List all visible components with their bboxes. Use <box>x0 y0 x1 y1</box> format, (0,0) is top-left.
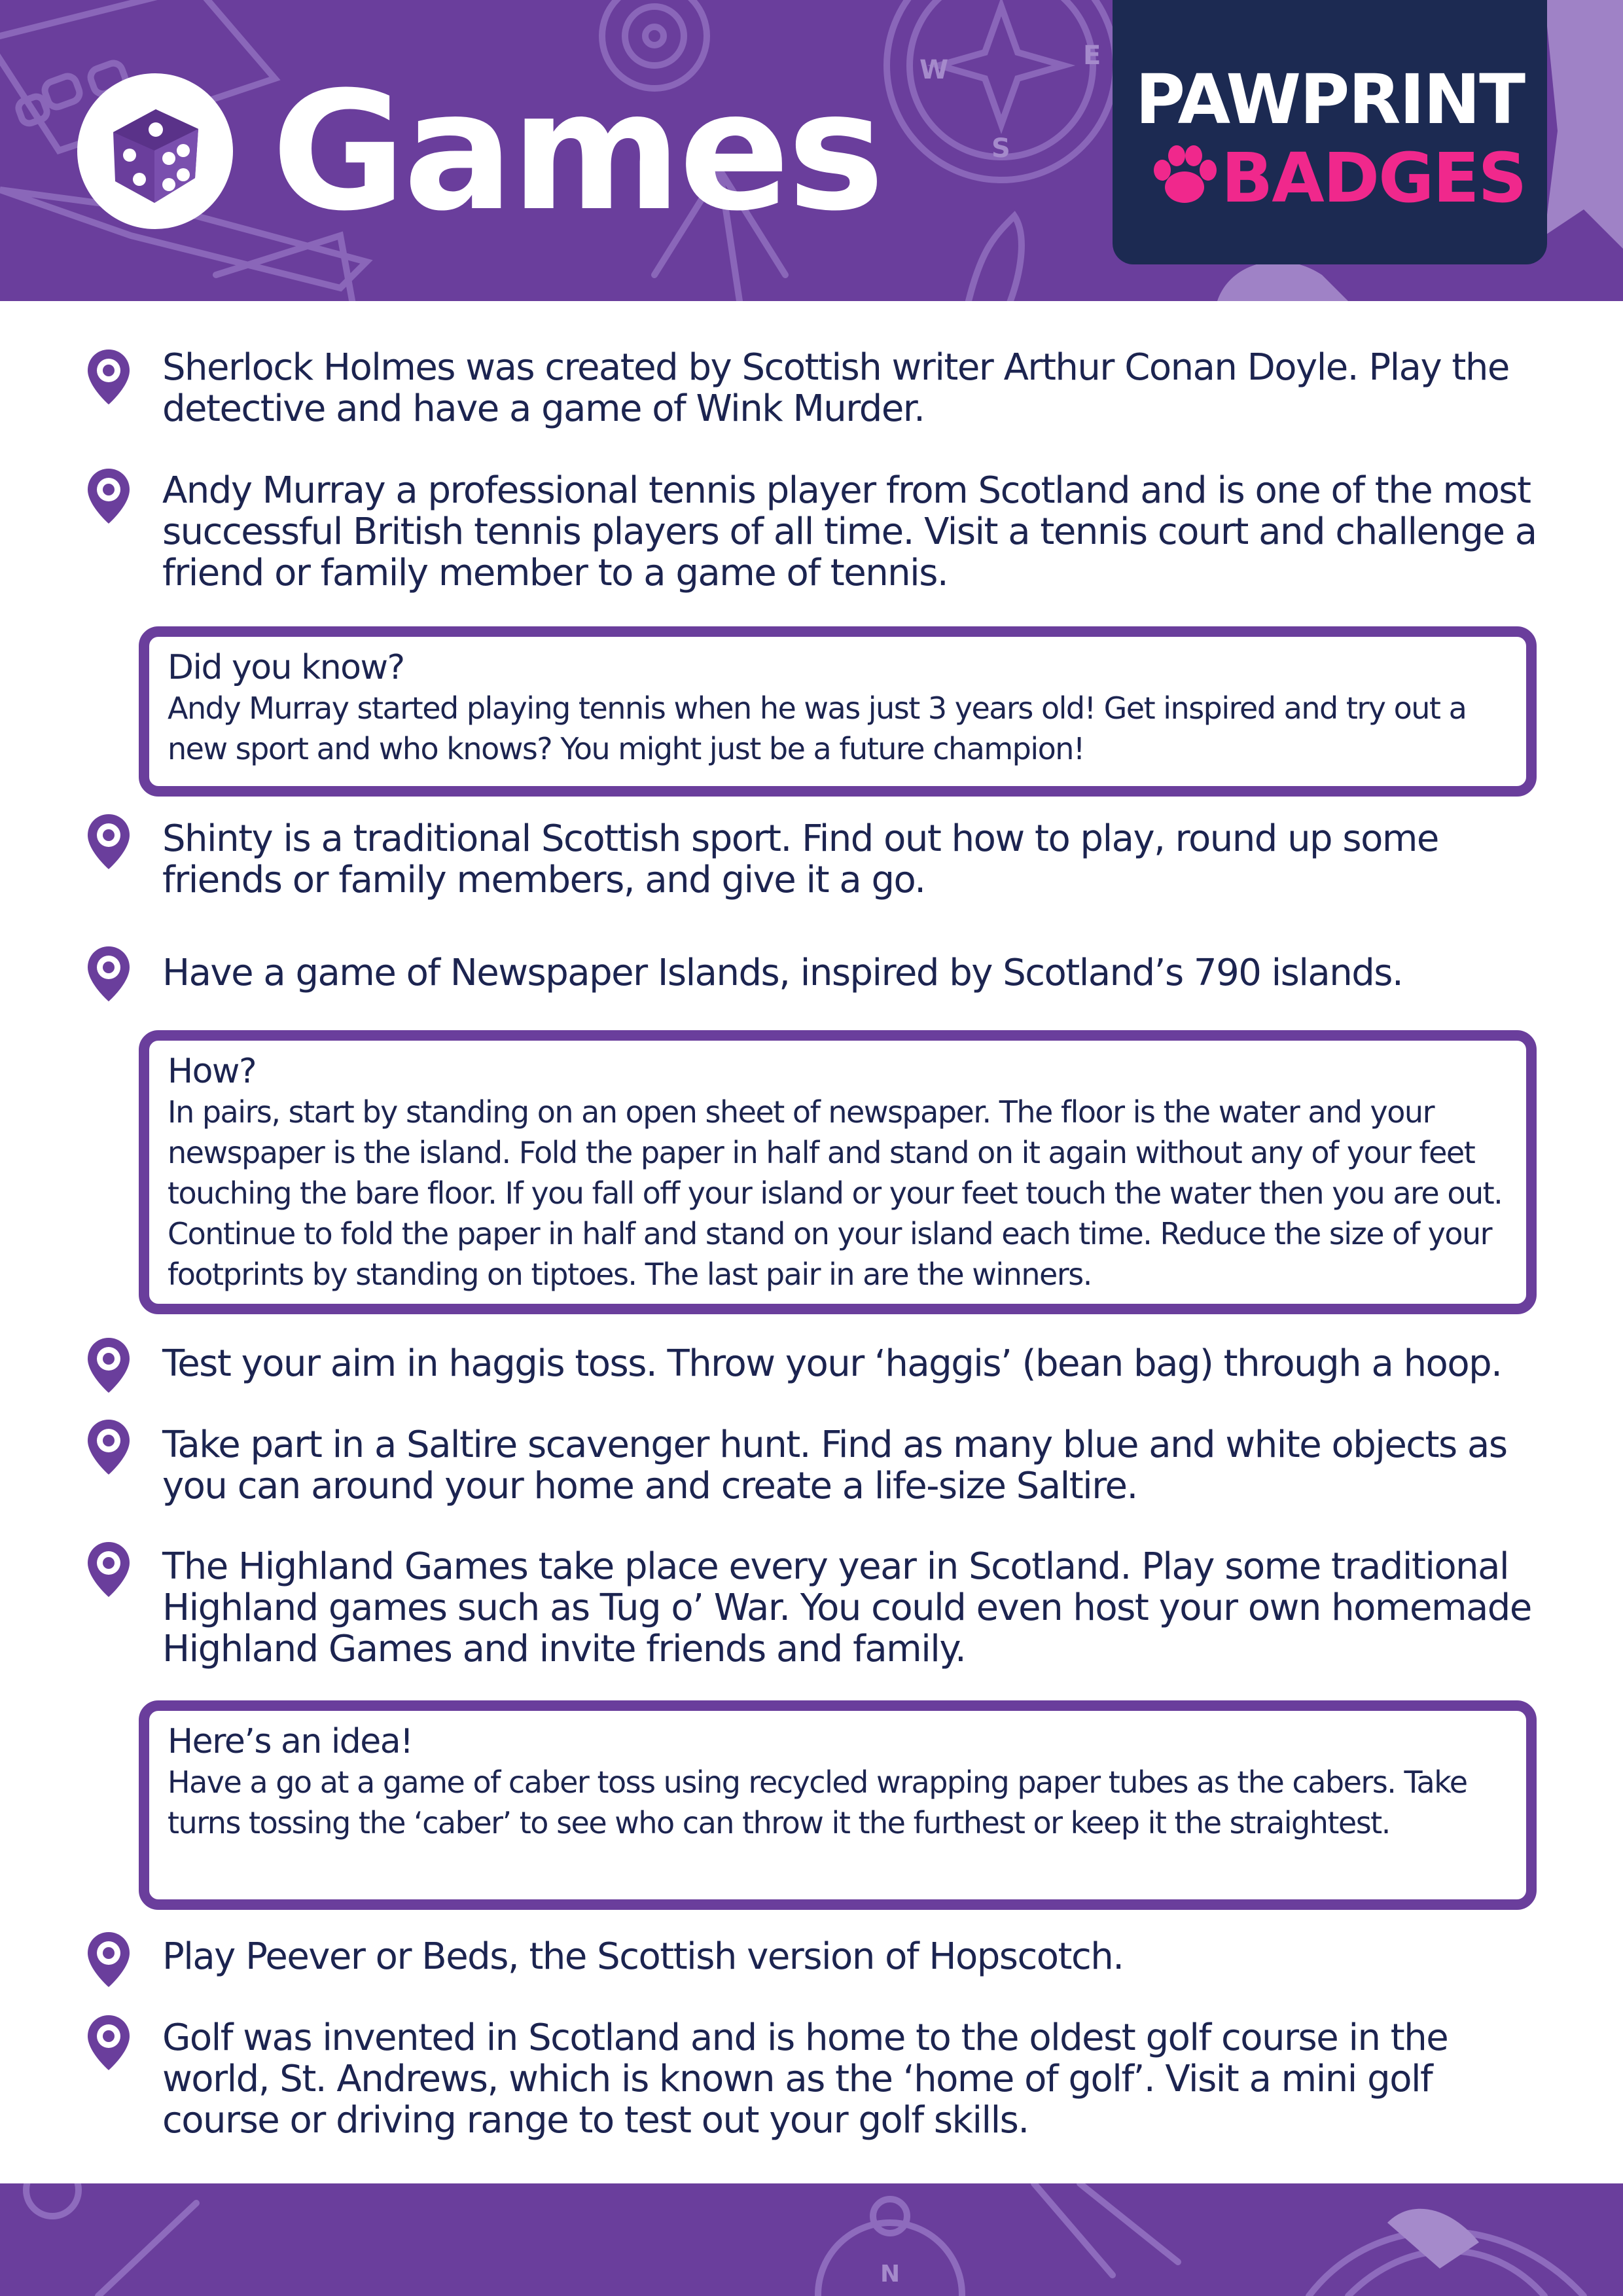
list-item <box>162 1424 1543 1507</box>
brand-name-line2: BADGES <box>1221 138 1526 218</box>
location-pin-icon <box>85 347 132 407</box>
list-item <box>162 2017 1543 2141</box>
list-item <box>162 1936 1543 1977</box>
list-item <box>162 347 1543 429</box>
svg-text:N: N <box>880 2261 901 2287</box>
location-pin-icon <box>85 2013 132 2073</box>
page-title: Games <box>272 56 882 247</box>
paw-icon <box>1152 144 1217 207</box>
footer-doodle-background <box>0 2183 1623 2296</box>
idea-box <box>139 1700 1537 1910</box>
box-heading: How? <box>168 1052 257 1091</box>
activity-text: Shinty is a traditional Scottish sport. Find out how to play, round up some friends or family members, and give it a go. <box>162 817 1438 901</box>
dice-icon <box>77 73 233 229</box>
location-pin-icon <box>85 466 132 526</box>
box-heading: Here’s an idea! <box>168 1722 413 1761</box>
activity-text: The Highland Games take place every year in Scotland. Play some traditional Highland games such as Tug o’ War. You could even host your own homemade Highland Games and invite friends and family. <box>162 1545 1531 1670</box>
brand-logo <box>1113 0 1547 264</box>
location-pin-icon <box>85 1335 132 1395</box>
list-item <box>162 470 1543 594</box>
location-pin-icon <box>85 812 132 872</box>
box-text: In pairs, start by standing on an open sheet of newspaper. The floor is the water and your newspaper is the island. Fold the paper in half and stand on it again without any of your feet touching the bare floor. If you fall off your island or your feet touch the water then you are out. Continue to fold the paper in half and stand on your island each time. Reduce the size of your footprints by standing on tiptoes. The last pair in are the winners. <box>168 1094 1503 1292</box>
how-to-play-box <box>139 1030 1537 1314</box>
activity-text: Sherlock Holmes was created by Scottish writer Arthur Conan Doyle. Play the detective and have a game of Wink Murder. <box>162 346 1509 430</box>
activity-text: Play Peever or Beds, the Scottish version of Hopscotch. <box>162 1935 1124 1978</box>
location-pin-icon <box>85 1539 132 1600</box>
page-footer <box>0 2183 1623 2296</box>
activity-text: Andy Murray a professional tennis player from Scotland and is one of the most successful British tennis players of all time. Visit a tennis court and challenge a friend or family member to a game of tennis. <box>162 469 1537 594</box>
box-text: Andy Murray started playing tennis when he was just 3 years old! Get inspired and try out a new sport and who knows? You might just be a future champion! <box>168 691 1467 766</box>
location-pin-icon <box>85 1929 132 1990</box>
list-item <box>162 1546 1543 1670</box>
svg-text:W: W <box>919 55 949 85</box>
location-pin-icon <box>85 1417 132 1477</box>
box-text: Have a go at a game of caber toss using recycled wrapping paper tubes as the cabers. Take turns tossing the ‘caber’ to see who can throw it the furthest or keep it the straightest. <box>168 1765 1467 1840</box>
activity-text: Test your aim in haggis toss. Throw your ‘haggis’ (bean bag) through a hoop. <box>162 1342 1502 1385</box>
list-item <box>162 952 1543 994</box>
svg-text:E: E <box>1083 41 1101 71</box>
brand-name-line1: PAWPRINT <box>1135 60 1525 139</box>
activity-text: Have a game of Newspaper Islands, inspired by Scotland’s 790 islands. <box>162 952 1403 994</box>
did-you-know-box <box>139 626 1537 797</box>
box-heading: Did you know? <box>168 648 404 687</box>
activity-text: Golf was invented in Scotland and is home to the oldest golf course in the world, St. Andrews, which is known as the ‘home of golf’. Visit a mini golf course or driving range to test out your golf skills. <box>162 2017 1448 2142</box>
list-item <box>162 1343 1543 1384</box>
dice-icon-circle <box>77 73 233 229</box>
list-item <box>162 818 1543 901</box>
location-pin-icon <box>85 944 132 1004</box>
page-header <box>0 0 1623 301</box>
activity-text: Take part in a Saltire scavenger hunt. Find as many blue and white objects as you can around your home and create a life-size Saltire. <box>162 1424 1507 1507</box>
svg-text:S: S <box>991 134 1010 164</box>
